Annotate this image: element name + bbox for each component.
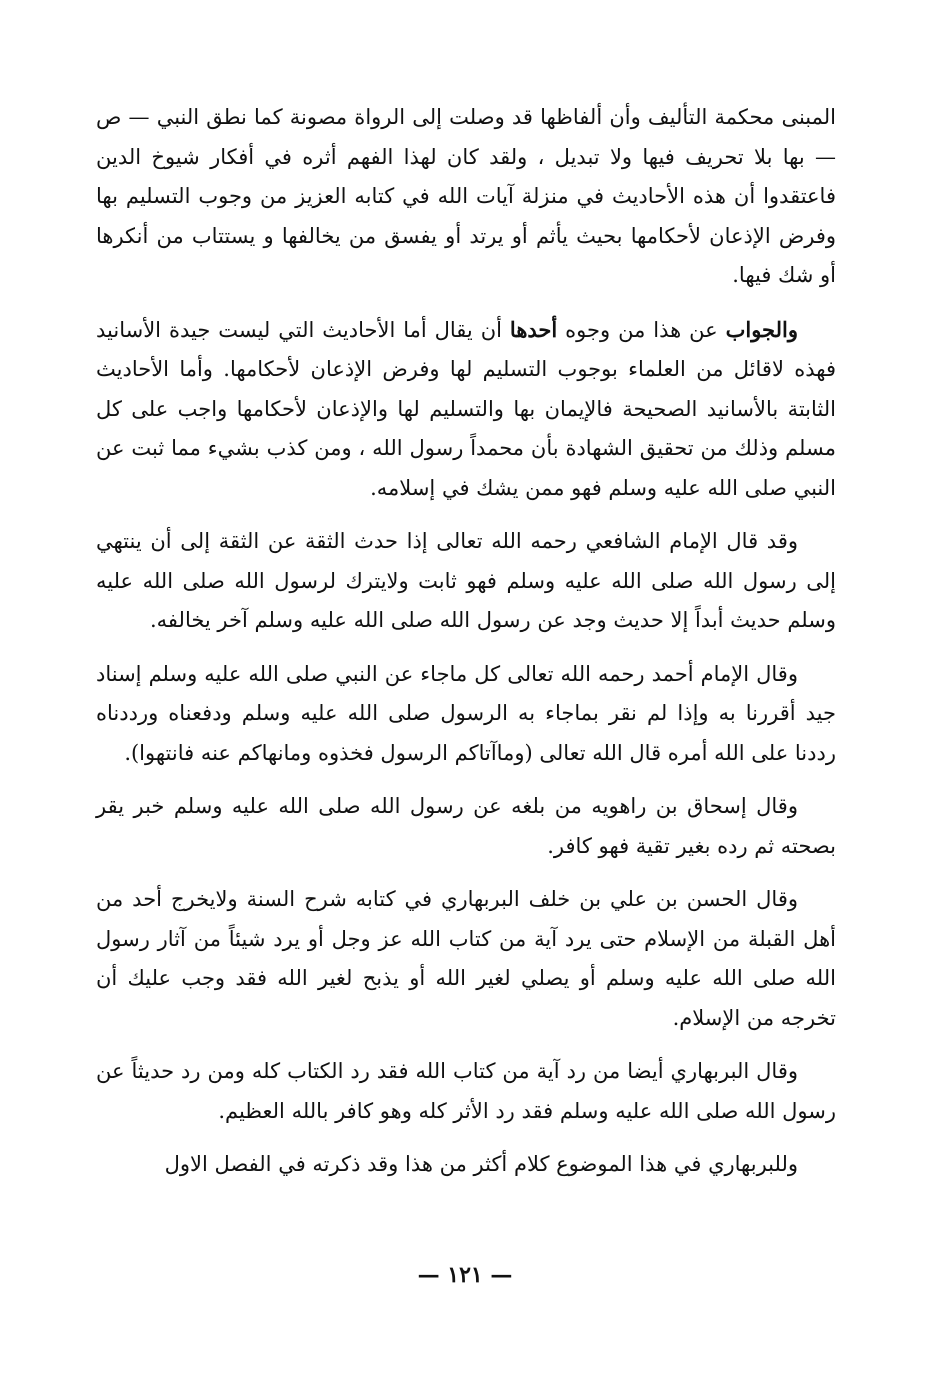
paragraph-5: وقال إسحاق بن راهويه من بلغه عن رسول الله صلى الله عليه وسلم خبر يقر بصحته ثم رده بغير تقية فهو كافر. [96,794,836,858]
paragraph-1: المبنى محكمة التأليف وأن ألفاظها قد وصلت إلى الرواة مصونة كما نطق النبي — ص — بها بلا تحريف فيها ولا تبديل ، ولقد كان لهذا الفهم أثره في أفكار شيوخ الدين فاعتقدوا أن هذه الأحاديث في منزلة آيات الله في كتابه العزيز من وجوب التسليم بها وفرض الإذعان لأحكامها بحيث يأثم أو يرتد أو يفسق من يخالفها و يستتاب من أنكرها أو شك فيها. [96,105,836,287]
document-page [96,98,836,1199]
paragraph-4: وقال الإمام أحمد رحمه الله تعالى كل ماجاء عن النبي صلى الله عليه وسلم إسناد جيد أقررنا به وإذا لم نقر بماجاء به الرسول صلى الله عليه وسلم ودفعناه ورددناه رددنا على الله أمره قال الله تعالى (وماآتاكم الرسول فخذوه ومانهاكم عنه فانتهوا). [96,661,836,765]
keyword-answer: والجواب [725,316,798,342]
paragraph-2-body: أن يقال أما الأحاديث التي ليست جيدة الأسانيد فهذه لاقائل من العلماء بوجوب التسليم لها وفرض الإذعان لأحكامها. وأما الأحاديث الثابتة بالأسانيد الصحيحة فالإيمان بها والتسليم لها والإذعان لأحكامها واجب على كل مسلم وذلك من تحقيق الشهادة بأن محمداً رسول الله ، ومن كذب بشيء مما ثبت عن النبي صلى الله عليه وسلم فهو ممن يشك في إسلامه. [96,317,836,500]
paragraph-2 [96,310,836,509]
paragraph-3: وقد قال الإمام الشافعي رحمه الله تعالى إذا حدث الثقة عن الثقة إلى أن ينتهي إلى رسول الله صلى الله عليه وسلم فهو ثابت ولايترك لرسول الله صلى الله عليه وسلم حديث أبداً إلا حديث وجد عن رسول الله صلى الله عليه وسلم آخر يخالفه. [96,529,836,632]
page-number: — ١٢١ — [417,1262,513,1288]
paragraph-2-intro: عن هذا من وجوه [557,317,726,342]
keyword-first: أحدها [509,316,558,342]
paragraph-7: وقال البربهاري أيضا من رد آية من كتاب الله فقد رد الكتاب كله ومن رد حديثاً عن رسول الله صلى الله عليه وسلم فقد رد الأثر كله وهو كافر بالله العظيم. [96,1059,836,1123]
paragraph-8: وللبربهاري في هذا الموضوع كلام أكثر من هذا وقد ذكرته في الفصل الاول [164,1152,798,1176]
paragraph-6: وقال الحسن بن علي بن خلف البربهاري في كتابه شرح السنة ولايخرج أحد من أهل القبلة من الإسلام حتى يرد آية من كتاب الله عز وجل أو يرد شيئاً من آثار رسول الله صلى الله عليه وسلم أو يصلي لغير الله أو يذبح لغير الله فقد وجب عليك أن تخرجه من الإسلام. [96,887,836,1030]
